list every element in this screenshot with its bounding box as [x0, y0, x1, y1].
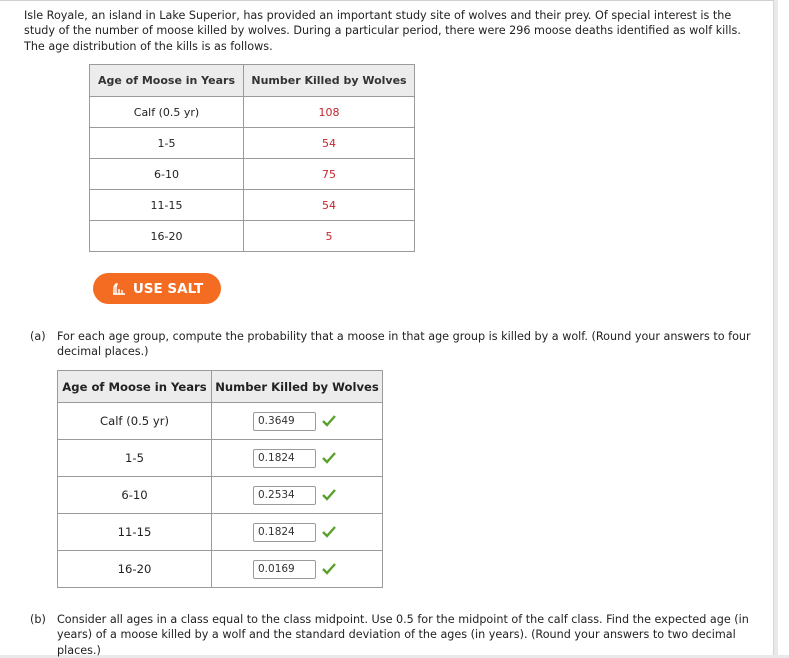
probability-input[interactable]: [253, 486, 316, 505]
age-cell: 1-5: [90, 128, 244, 159]
kills-table: [89, 64, 415, 252]
answer-cell: [212, 477, 383, 514]
killed-cell: 108: [244, 97, 415, 128]
column-header-age: Age of Moose in Years: [90, 65, 244, 97]
probability-input[interactable]: [253, 449, 316, 468]
answer-cell: [212, 514, 383, 551]
probability-table: [57, 370, 383, 588]
age-cell: Calf (0.5 yr): [90, 97, 244, 128]
part-a-label: (a): [30, 330, 46, 343]
table-row: [90, 128, 415, 159]
scrollbar-track[interactable]: [778, 0, 789, 655]
age-cell: 16-20: [58, 551, 212, 588]
probability-input[interactable]: [253, 412, 316, 431]
killed-cell: 5: [244, 221, 415, 252]
salt-icon: [111, 281, 127, 297]
table-row: [90, 97, 415, 128]
check-icon: [322, 415, 336, 427]
age-cell: 1-5: [58, 440, 212, 477]
age-cell: 11-15: [90, 190, 244, 221]
probability-input[interactable]: [253, 523, 316, 542]
check-icon: [322, 452, 336, 464]
check-icon: [322, 563, 336, 575]
killed-cell: 54: [244, 190, 415, 221]
table-row: [58, 440, 383, 477]
table-row: [58, 551, 383, 588]
part-b-label: (b): [30, 613, 46, 626]
table-row: [58, 477, 383, 514]
column-header-killed: Number Killed by Wolves: [244, 65, 415, 97]
answer-cell: [212, 440, 383, 477]
killed-cell: 54: [244, 128, 415, 159]
age-cell: 6-10: [90, 159, 244, 190]
column-header-age: Age of Moose in Years: [58, 371, 212, 403]
table-header-row: [58, 371, 383, 403]
intro-text: Isle Royale, an island in Lake Superior, has provided an important study site of wolves and their prey. Of special interest is the study of the number of moose killed by wolves. During a particular period, there were 296 moose deaths identified as wolf kills. The age distribution of the kills is as follows.: [24, 9, 741, 53]
age-cell: 11-15: [58, 514, 212, 551]
top-divider: [0, 0, 773, 1]
part-a-text: For each age group, compute the probability that a moose in that age group is killed by a wolf. (Round your answers to four decimal places.): [57, 330, 751, 359]
age-cell: 6-10: [58, 477, 212, 514]
check-icon: [322, 489, 336, 501]
table-row: [58, 403, 383, 440]
table-row: [58, 514, 383, 551]
column-header-killed: Number Killed by Wolves: [212, 371, 383, 403]
table-row: [90, 159, 415, 190]
killed-cell: 75: [244, 159, 415, 190]
check-icon: [322, 526, 336, 538]
table-row: [90, 190, 415, 221]
table-header-row: [90, 65, 415, 97]
probability-input[interactable]: [253, 560, 316, 579]
answer-cell: [212, 551, 383, 588]
answer-cell: [212, 403, 383, 440]
age-cell: 16-20: [90, 221, 244, 252]
use-salt-button[interactable]: [93, 273, 221, 304]
table-row: [90, 221, 415, 252]
age-cell: Calf (0.5 yr): [58, 403, 212, 440]
part-b-text: Consider all ages in a class equal to the class midpoint. Use 0.5 for the midpoint of the calf class. Find the expected age (in years) of a moose killed by a wolf and the standard deviation of the ages (in years). (Round your answers to two decimal places.): [57, 613, 749, 657]
use-salt-label: USE SALT: [132, 280, 204, 297]
